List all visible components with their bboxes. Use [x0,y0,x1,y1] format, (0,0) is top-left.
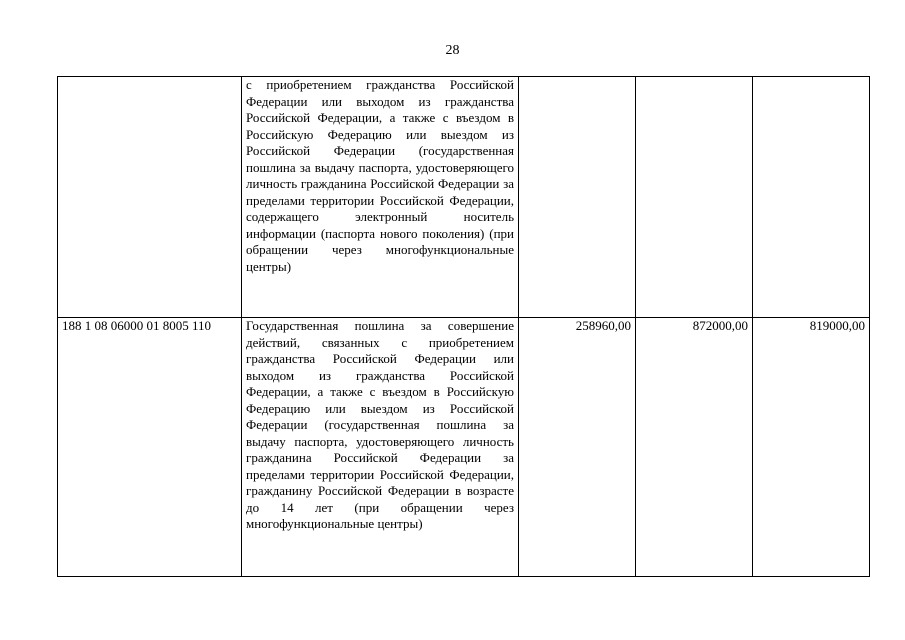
amount-year-1-cell: 258960,00 [519,318,636,577]
page-number: 28 [445,43,460,58]
budget-table [57,76,870,577]
amount-year-2-cell [636,77,753,318]
amount-year-3-cell [753,77,870,318]
table-row [58,318,870,577]
revenue-name-cell: с приобретением гражданства Российской Федерации или выходом из гражданства Российской Федерации, а также с въездом в Российскую Федерацию или выездом из Российской Федерации (государственная пошлина за выдачу паспорта, удостоверяющего личность гражданина Российской Федерации за пределами территории Российской Федерации, содержащего электронный носитель информации (паспорта нового поколения) (при обращении через многофункциональные центры) [242,77,519,318]
amount-year-1-cell [519,77,636,318]
amount-year-3-cell: 819000,00 [753,318,870,577]
classification-code-cell [58,77,242,318]
classification-code-cell: 188 1 08 06000 01 8005 110 [58,318,242,577]
revenue-name-cell: Государственная пошлина за совершение действий, связанных с приобретением гражданства Российской Федерации или выходом из гражданства Российской Федерации, а также с въездом в Российскую Федерацию или выездом из Российской Федерации (государственная пошлина за выдачу паспорта, удостоверяющего личность гражданина Российской Федерации за пределами территории Российской Федерации, гражданину Российской Федерации в возрасте до 14 лет (при обращении через многофункциональные центры) [242,318,519,577]
table-row [58,77,870,318]
amount-year-2-cell: 872000,00 [636,318,753,577]
